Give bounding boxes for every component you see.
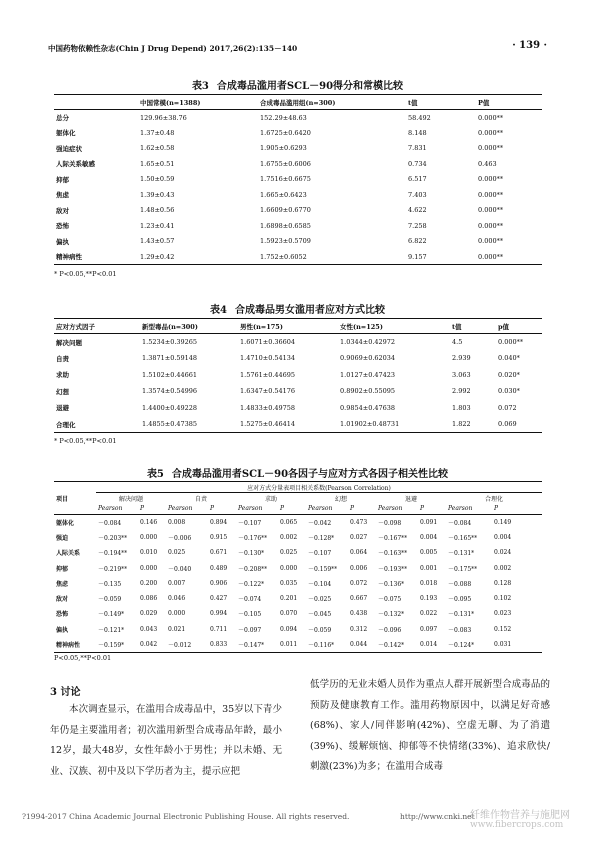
table5-pearson-header: Pearson bbox=[96, 504, 138, 515]
table-cell: 0.022 bbox=[420, 610, 438, 618]
table-cell: －0.116* bbox=[306, 637, 348, 652]
table-cell: 1.5275±0.46414 bbox=[238, 416, 338, 433]
table-cell: －0.163** bbox=[378, 550, 408, 558]
table4-header-cell: 男性(n=175) bbox=[238, 319, 338, 334]
journal-citation: 中国药物依赖性杂志(Chin J Drug Depend) 2017,26(2):135－140 bbox=[48, 44, 298, 53]
table-cell: 0.002 bbox=[280, 533, 298, 541]
table-cell: 1.65±0.51 bbox=[140, 159, 175, 168]
table5-number: 表5 bbox=[146, 469, 164, 480]
table-row bbox=[54, 156, 542, 172]
table-cell: －0.040 bbox=[168, 565, 192, 573]
table-cell: 1.5102±0.44661 bbox=[142, 370, 198, 379]
table-cell: 1.4400±0.49228 bbox=[142, 403, 198, 412]
table-row bbox=[54, 367, 542, 384]
table4-title: 合成毒品男女滥用者应对方式比较 bbox=[234, 305, 385, 316]
table-cell: 0.029 bbox=[140, 610, 158, 618]
table-cell: 0.030* bbox=[498, 387, 520, 396]
table-cell: 1.6347±0.54176 bbox=[240, 387, 296, 396]
table-row bbox=[54, 576, 542, 591]
table-cell: －0.149* bbox=[98, 611, 125, 619]
row-label: 焦虑 bbox=[56, 191, 69, 200]
table-cell: 1.3574±0.54996 bbox=[142, 387, 198, 396]
table-cell: 1.822 bbox=[450, 416, 496, 433]
table-cell: 1.4855±0.47385 bbox=[140, 416, 238, 433]
table-cell: 0.438 bbox=[350, 610, 368, 618]
table3-header-cell bbox=[54, 95, 138, 110]
table-row bbox=[54, 334, 542, 351]
table-cell: －0.135 bbox=[98, 580, 122, 588]
table-cell: －0.095 bbox=[448, 596, 472, 604]
table-cell: －0.107 bbox=[238, 519, 262, 527]
table-row bbox=[54, 249, 542, 265]
table-row bbox=[54, 172, 542, 188]
table-cell: 0.711 bbox=[210, 625, 228, 633]
table-cell: 1.23±0.41 bbox=[140, 221, 175, 230]
body-column-left bbox=[50, 700, 282, 782]
table-row bbox=[54, 560, 542, 575]
table5-group-header: 幻想 bbox=[334, 495, 347, 503]
table3-title: 合成毒品滥用者SCL－90得分和常模比较 bbox=[216, 81, 404, 92]
table-cell: 0.027 bbox=[350, 533, 368, 541]
table-cell: 6.822 bbox=[408, 237, 427, 246]
table5-stat-header-row bbox=[54, 504, 542, 515]
table-cell: 1.7516±0.6675 bbox=[260, 175, 311, 184]
table-row bbox=[54, 110, 542, 126]
row-label: 幻想 bbox=[56, 387, 69, 396]
table-row bbox=[54, 530, 542, 545]
table3-header-row bbox=[54, 95, 542, 110]
table-cell: 1.4710±0.54134 bbox=[240, 354, 296, 363]
table-cell: －0.074 bbox=[238, 596, 262, 604]
table-row bbox=[54, 350, 542, 367]
table-cell: －0.083 bbox=[448, 626, 472, 634]
table-cell: 0.667 bbox=[350, 595, 368, 603]
table5-p-header: P bbox=[278, 504, 306, 515]
table-cell: 1.5761±0.44695 bbox=[240, 370, 296, 379]
table-cell: －0.105 bbox=[238, 611, 262, 619]
table-cell: 0.894 bbox=[210, 518, 228, 526]
table-cell: 1.6071±0.36604 bbox=[240, 338, 296, 346]
table5-p-header: P bbox=[492, 504, 542, 515]
table-cell: －0.097 bbox=[238, 626, 262, 634]
table-cell: 1.5234±0.39265 bbox=[142, 338, 198, 346]
table-cell: 0.031 bbox=[492, 637, 542, 652]
table5-group-header: 自责 bbox=[194, 495, 207, 503]
table4-note: * P<0.05,**P<0.01 bbox=[54, 437, 117, 445]
table-cell: 1.5923±0.5709 bbox=[260, 237, 311, 246]
table-cell: －0.132* bbox=[378, 611, 405, 619]
table-cell: 7.258 bbox=[408, 221, 427, 230]
table-cell: 0.010 bbox=[140, 549, 158, 557]
table-row bbox=[54, 637, 542, 652]
table5-pearson-header: Pearson bbox=[376, 504, 418, 515]
row-label: 合理化 bbox=[54, 416, 140, 433]
table-cell: 1.37±0.48 bbox=[140, 128, 175, 137]
table-cell: 0.146 bbox=[140, 518, 158, 526]
table-cell: 1.803 bbox=[452, 403, 471, 412]
table-cell: 0.091 bbox=[420, 518, 438, 526]
table-cell: 0.152 bbox=[494, 625, 512, 633]
body-paragraph: 本次调查显示，在滥用合成毒品中，35岁以下青少年仍是主要滥用者；初次滥用新型合成毒品年龄，最小12岁，最大48岁，女性年龄小于男性；并以未婚、无业、汉族、初中及以下学历者为主，提示应把 bbox=[50, 704, 282, 777]
table5-super-header: 应对方式分量表项目相关系数(Pearson Correlation) bbox=[96, 482, 542, 493]
table-cell: －0.075 bbox=[378, 596, 402, 604]
table-cell: 0.097 bbox=[420, 625, 438, 633]
table5-group-header: 求助 bbox=[264, 495, 277, 503]
table5-p-header: P bbox=[138, 504, 166, 515]
table-cell: 0.000** bbox=[498, 338, 524, 346]
table-cell: －0.084 bbox=[448, 519, 472, 527]
table-row bbox=[54, 203, 542, 219]
table-cell: －0.203** bbox=[98, 534, 128, 542]
table-cell: 0.000** bbox=[476, 249, 542, 265]
table-cell: 0.000 bbox=[140, 533, 158, 541]
footer-link[interactable]: http://www.cnki.net bbox=[400, 812, 475, 821]
table-cell: 0.000 bbox=[140, 564, 158, 572]
row-label: 自责 bbox=[56, 354, 69, 363]
table5-p-header: P bbox=[348, 504, 376, 515]
table5-body bbox=[54, 515, 542, 653]
table-cell: 0.000 bbox=[168, 610, 186, 618]
table5-group-header: 解决问题 bbox=[118, 495, 143, 503]
table-cell: 0.915 bbox=[210, 533, 228, 541]
watermark-url: www.fibercrops.com bbox=[470, 820, 564, 830]
section-title-discussion: 3 讨论 bbox=[50, 687, 81, 698]
table-cell: －0.219** bbox=[98, 565, 128, 573]
table-row bbox=[54, 515, 542, 530]
table-cell: 0.094 bbox=[280, 625, 298, 633]
table-cell: 3.063 bbox=[452, 370, 471, 379]
row-label: 躯体化 bbox=[56, 129, 76, 138]
table-cell: 0.427 bbox=[210, 595, 228, 603]
table-cell: 0.014 bbox=[418, 637, 446, 652]
table-cell: －0.208** bbox=[238, 565, 268, 573]
table5-group-header-row bbox=[54, 493, 542, 504]
row-label: 人际关系 bbox=[56, 550, 81, 558]
table-cell: －0.165** bbox=[448, 534, 478, 542]
table3 bbox=[54, 94, 542, 265]
table-cell: 0.007 bbox=[168, 579, 186, 587]
table-cell: 0.201 bbox=[280, 595, 298, 603]
table-cell: 1.01902±0.48731 bbox=[338, 416, 450, 433]
row-label: 躯体化 bbox=[56, 519, 75, 527]
table4-header-row bbox=[54, 319, 542, 334]
table-cell: 0.004 bbox=[420, 533, 438, 541]
table-cell: 1.39±0.43 bbox=[140, 190, 175, 199]
table-cell: 0.906 bbox=[210, 579, 228, 587]
watermark-text: 纤维作物营养与施肥网 bbox=[470, 810, 570, 821]
table-cell: 0.000** bbox=[478, 221, 504, 230]
table-row bbox=[54, 125, 542, 141]
table-cell: 0.021 bbox=[168, 625, 186, 633]
row-label: 偏执 bbox=[56, 237, 69, 246]
table-cell: 1.29±0.42 bbox=[138, 249, 258, 265]
row-label: 求助 bbox=[56, 371, 69, 380]
table-cell: 0.000** bbox=[478, 237, 504, 246]
table-cell: 0.149 bbox=[494, 518, 512, 526]
table3-header-cell: 合成毒品滥用组(n=300) bbox=[258, 95, 406, 110]
table-cell: 1.43±0.57 bbox=[140, 237, 175, 246]
table-cell: 0.023 bbox=[494, 610, 512, 618]
table-cell: 0.046 bbox=[168, 595, 186, 603]
table-cell: －0.159** bbox=[308, 565, 338, 573]
row-label: 解决问题 bbox=[56, 338, 82, 347]
table-cell: 6.517 bbox=[408, 175, 427, 184]
table-cell: 0.000** bbox=[478, 175, 504, 184]
table-cell: －0.045 bbox=[308, 611, 332, 619]
table-row bbox=[54, 622, 542, 637]
table5-pearson-header: Pearson bbox=[306, 504, 348, 515]
table-cell: －0.059 bbox=[98, 596, 122, 604]
table4-body bbox=[54, 334, 542, 433]
table-row bbox=[54, 383, 542, 400]
table-cell: －0.059 bbox=[308, 626, 332, 634]
table-cell: －0.088 bbox=[448, 580, 472, 588]
table-cell: 1.6755±0.6006 bbox=[260, 159, 311, 168]
table-cell: 0.489 bbox=[210, 564, 228, 572]
table-cell: －0.025 bbox=[308, 596, 332, 604]
table-cell: －0.131* bbox=[448, 550, 475, 558]
table-cell: 8.148 bbox=[408, 128, 427, 137]
table-cell: 2.939 bbox=[452, 354, 471, 363]
table-cell: 0.040* bbox=[498, 354, 520, 363]
table4-header-cell: 新型毒品(n=300) bbox=[140, 319, 238, 334]
row-label: 精神病性 bbox=[54, 249, 138, 265]
table-cell: 1.6898±0.6585 bbox=[260, 221, 311, 230]
table-cell: －0.084 bbox=[98, 519, 122, 527]
table-cell: 0.004 bbox=[494, 533, 512, 541]
row-label: 敌对 bbox=[56, 206, 69, 215]
table-cell: 0.011 bbox=[278, 637, 306, 652]
page-header bbox=[48, 40, 547, 56]
table-cell: －0.147* bbox=[236, 637, 278, 652]
table-cell: 1.6725±0.6420 bbox=[260, 128, 311, 137]
table-cell: 0.193 bbox=[420, 595, 438, 603]
table-cell: 0.044 bbox=[348, 637, 376, 652]
table5-group-header: 退避 bbox=[404, 495, 417, 503]
table5-super-header-row bbox=[54, 482, 542, 493]
table-row bbox=[54, 187, 542, 203]
row-label: 精神病性 bbox=[54, 637, 96, 652]
table-cell: －0.159* bbox=[96, 637, 138, 652]
table-cell: 0.000** bbox=[478, 128, 504, 137]
table-cell: 0.042 bbox=[138, 637, 166, 652]
table-cell: 0.833 bbox=[208, 637, 236, 652]
table-cell: 0.000 bbox=[280, 564, 298, 572]
table-cell: 0.005 bbox=[420, 549, 438, 557]
row-label: 偏执 bbox=[56, 626, 69, 634]
table-cell: －0.096 bbox=[378, 626, 402, 634]
table-cell: 0.128 bbox=[494, 579, 512, 587]
table-cell: －0.121* bbox=[98, 626, 125, 634]
table-cell: 0.025 bbox=[168, 549, 186, 557]
table-cell: －0.194** bbox=[98, 550, 128, 558]
table5-project-header: 项目 bbox=[54, 482, 96, 515]
table5-note: P<0.05,**P<0.01 bbox=[54, 654, 112, 662]
table3-number: 表3 bbox=[191, 81, 209, 92]
row-label: 恐怖 bbox=[56, 222, 69, 231]
table3-header-cell: t值 bbox=[406, 95, 476, 110]
row-label: 抑郁 bbox=[56, 175, 69, 184]
table-cell: 58.492 bbox=[408, 113, 431, 122]
body-paragraph: 低学历的无业未婚人员作为重点人群开展新型合成毒品的预防及健康教育工作。滥用药物原因中，以满足好奇感(68%)、家人/同伴影响(42%)、空虚无聊、为了消遣(39%)、缓解烦恼、抑郁等不快情绪(33%)、追求欣快/刺激(23%)为多；在滥用合成毒 bbox=[310, 679, 550, 772]
table-cell: 0.025 bbox=[280, 549, 298, 557]
table-cell: 0.069 bbox=[496, 416, 542, 433]
table5-group-header: 合理化 bbox=[484, 495, 503, 503]
table-cell: 7.831 bbox=[408, 144, 427, 153]
table-cell: 9.157 bbox=[406, 249, 476, 265]
table-cell: －0.122* bbox=[238, 580, 265, 588]
table4-header-cell: 应对方式因子 bbox=[54, 319, 140, 334]
table-cell: 1.905±0.6293 bbox=[260, 144, 307, 153]
table-cell: 4.622 bbox=[408, 206, 427, 215]
table-row bbox=[54, 234, 542, 250]
table-cell: 0.312 bbox=[350, 625, 368, 633]
table-cell: －0.136* bbox=[378, 580, 405, 588]
row-label: 退避 bbox=[56, 404, 69, 413]
table-row bbox=[54, 416, 542, 433]
table5-pearson-header: Pearson bbox=[236, 504, 278, 515]
table-cell: 129.96±38.76 bbox=[140, 113, 187, 122]
table3-body bbox=[54, 110, 542, 265]
table-cell: 0.018 bbox=[420, 579, 438, 587]
table4-header-cell: p值 bbox=[496, 319, 542, 334]
row-label: 敌对 bbox=[56, 596, 69, 604]
table3-header-cell: P值 bbox=[476, 95, 542, 110]
row-label: 焦虑 bbox=[56, 580, 69, 588]
table-cell: 1.665±0.6423 bbox=[260, 190, 307, 199]
table-cell: －0.124* bbox=[446, 637, 492, 652]
row-label: 人际关系敏感 bbox=[56, 160, 95, 169]
table4 bbox=[54, 318, 542, 433]
table-cell: －0.131* bbox=[448, 611, 475, 619]
table4-caption bbox=[48, 301, 547, 316]
table-cell: 1.0127±0.47423 bbox=[340, 370, 396, 379]
table-cell: －0.128* bbox=[308, 534, 335, 542]
table-cell: 4.5 bbox=[452, 338, 463, 346]
table-cell: 0.734 bbox=[408, 159, 427, 168]
table4-number: 表4 bbox=[210, 305, 227, 316]
row-label: 强迫症状 bbox=[56, 144, 82, 153]
table-cell: 0.072 bbox=[350, 579, 368, 587]
table-cell: 0.994 bbox=[210, 610, 228, 618]
table-cell: 1.4833±0.49758 bbox=[240, 403, 296, 412]
table-cell: 0.001 bbox=[420, 564, 438, 572]
row-label: 强迫 bbox=[56, 534, 69, 542]
table4-header-cell: t值 bbox=[450, 319, 496, 334]
table-cell: 0.008 bbox=[168, 518, 186, 526]
table-cell: 2.992 bbox=[452, 387, 471, 396]
row-label: 恐怖 bbox=[56, 611, 69, 619]
table5-pearson-header: Pearson bbox=[166, 504, 208, 515]
table-cell: 0.000** bbox=[478, 190, 504, 199]
table-cell: 1.48±0.56 bbox=[140, 206, 175, 215]
table3-header-cell: 中国常模(n=1388) bbox=[138, 95, 258, 110]
table-cell: 0.000** bbox=[478, 113, 504, 122]
table-row bbox=[54, 141, 542, 157]
table-cell: 1.6609±0.6770 bbox=[260, 206, 311, 215]
table-cell: 0.463 bbox=[478, 159, 497, 168]
table-cell: －0.098 bbox=[378, 519, 402, 527]
table-cell: 1.62±0.58 bbox=[140, 144, 175, 153]
table-row bbox=[54, 400, 542, 417]
table-row bbox=[54, 218, 542, 234]
table4-header-cell: 女性(n=125) bbox=[338, 319, 450, 334]
table-cell: 0.000** bbox=[478, 144, 504, 153]
table3-caption bbox=[48, 77, 547, 92]
table3-note: * P<0.05,**P<0.01 bbox=[54, 270, 117, 278]
table-row bbox=[54, 545, 542, 560]
table-cell: 0.9069±0.62034 bbox=[340, 354, 396, 363]
table-cell: 0.065 bbox=[280, 518, 298, 526]
table-cell: －0.130* bbox=[238, 550, 265, 558]
table-cell: 7.403 bbox=[408, 190, 427, 199]
table5 bbox=[54, 481, 542, 653]
table5-p-header: P bbox=[208, 504, 236, 515]
table5-p-header: P bbox=[418, 504, 446, 515]
table-cell: －0.042 bbox=[308, 519, 332, 527]
table-cell: 0.064 bbox=[350, 549, 368, 557]
table-cell: 0.043 bbox=[140, 625, 158, 633]
table-cell: 1.3871±0.59148 bbox=[142, 354, 198, 363]
table-cell: －0.176** bbox=[238, 534, 268, 542]
table-cell: 1.0344±0.42972 bbox=[340, 338, 396, 346]
table-cell: 0.9854±0.47638 bbox=[340, 403, 396, 412]
table-cell: 0.086 bbox=[140, 595, 158, 603]
table-cell: －0.142* bbox=[376, 637, 418, 652]
table-row bbox=[54, 591, 542, 606]
table5-caption bbox=[48, 465, 547, 480]
table-cell: 0.024 bbox=[494, 549, 512, 557]
row-label: 抑郁 bbox=[56, 565, 69, 573]
table-row bbox=[54, 606, 542, 621]
table-cell: 152.29±48.63 bbox=[260, 113, 307, 122]
table-cell: 0.200 bbox=[140, 579, 158, 587]
table-cell: 0.473 bbox=[350, 518, 368, 526]
page-number: · 139 · bbox=[512, 40, 547, 51]
table-cell: －0.107 bbox=[308, 550, 332, 558]
table-cell: －0.012 bbox=[166, 637, 208, 652]
table-cell: 0.002 bbox=[494, 564, 512, 572]
table-cell: －0.175** bbox=[448, 565, 478, 573]
table-cell: 0.072 bbox=[498, 403, 517, 412]
table-cell: 0.020* bbox=[498, 370, 520, 379]
table-cell: －0.104 bbox=[308, 580, 332, 588]
row-label: 总分 bbox=[56, 114, 69, 122]
table-cell: 0.102 bbox=[494, 595, 512, 603]
table-cell: 0.070 bbox=[280, 610, 298, 618]
table-cell: 0.8902±0.55095 bbox=[340, 387, 396, 396]
table-cell: 0.035 bbox=[280, 579, 298, 587]
table-cell: 0.671 bbox=[210, 549, 228, 557]
table-cell: 0.006 bbox=[350, 564, 368, 572]
table-cell: －0.193** bbox=[378, 565, 408, 573]
copyright-notice: ?1994-2017 China Academic Journal Electronic Publishing House. All rights reserved. bbox=[22, 812, 350, 821]
table5-title: 合成毒品滥用者SCL－90各因子与应对方式各因子相关性比较 bbox=[171, 469, 449, 480]
table-cell: 1.50±0.59 bbox=[140, 175, 175, 184]
body-column-right bbox=[310, 675, 550, 778]
table-cell: －0.006 bbox=[168, 534, 192, 542]
table-cell: －0.167** bbox=[378, 534, 408, 542]
table-cell: 0.000** bbox=[478, 206, 504, 215]
table5-pearson-header: Pearson bbox=[446, 504, 492, 515]
table-cell: 1.752±0.6052 bbox=[258, 249, 406, 265]
